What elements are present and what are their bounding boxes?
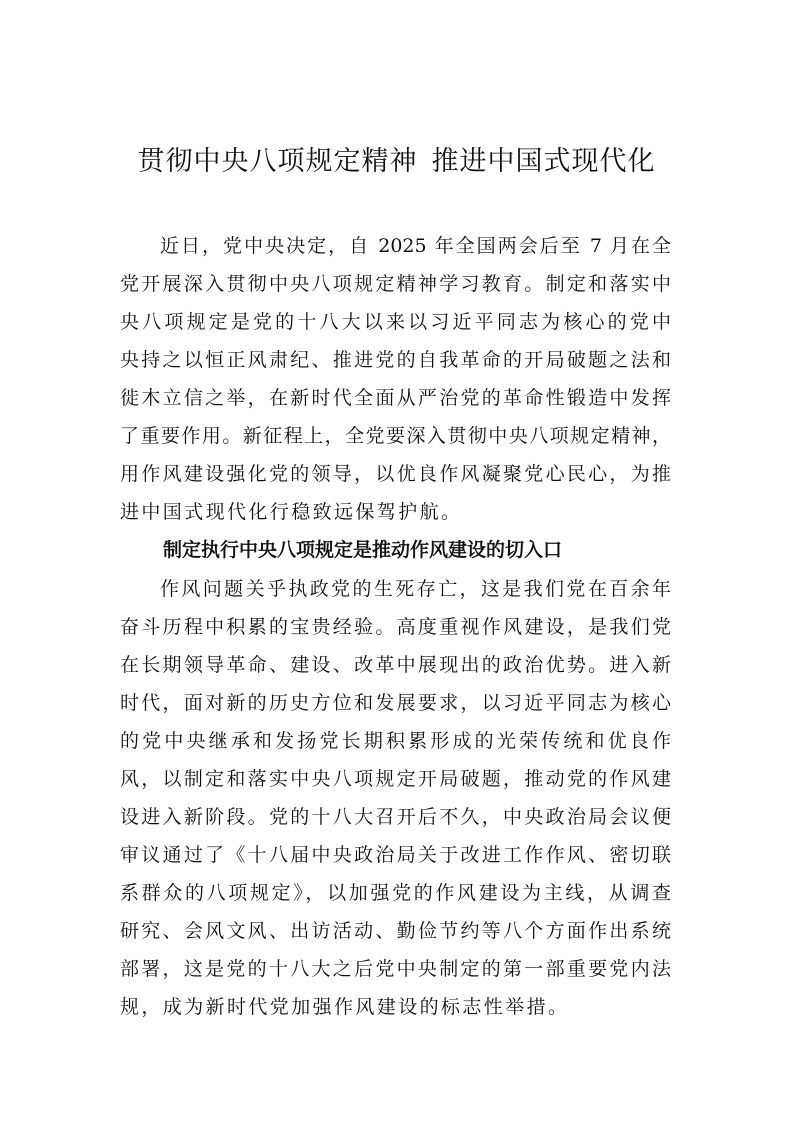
paragraph-2-line-2: 奋斗历程中积累的宝贵经验。高度重视作风建设，是我们党 [120, 616, 671, 638]
title-part-2: 推进中国式现代化 [431, 146, 656, 177]
paragraph-1-line-2: 党开展深入贯彻中央八项规定精神学习教育。制定和落实中 [120, 273, 671, 295]
paragraph-2-line-5: 的党中央继承和发扬党长期积累形成的光荣传统和优良作 [120, 730, 671, 752]
paragraph-1-line-8: 进中国式现代化行稳致远保驾护航。 [120, 501, 463, 523]
paragraph-1-line-4: 央持之以恒正风肃纪、推进党的自我革命的开局破题之法和 [120, 349, 671, 371]
paragraph-2-line-8: 审议通过了《十八届中央政治局关于改进工作作风、密切联 [120, 844, 671, 866]
title-part-1: 贯彻中央八项规定精神 [137, 146, 418, 177]
paragraph-2-line-3: 在长期领导革命、建设、改革中展现出的政治优势。进入新 [120, 654, 671, 676]
paragraph-2-line-7: 设进入新阶段。党的十八大召开后不久，中央政治局会议便 [120, 806, 671, 828]
paragraph-2-line-4: 时代，面对新的历史方位和发展要求，以习近平同志为核心 [120, 692, 671, 714]
paragraph-2-line-11: 部署，这是党的十八大之后党中央制定的第一部重要党内法 [120, 958, 671, 980]
paragraph-2-line-6: 风，以制定和落实中央八项规定开局破题，推动党的作风建 [120, 768, 671, 790]
paragraph-2-line-12: 规，成为新时代党加强作风建设的标志性举措。 [120, 996, 570, 1018]
paragraph-2-line-10: 研究、会风文风、出访活动、勤俭节约等八个方面作出系统 [120, 920, 671, 942]
paragraph-1-line-1: 近日，党中央决定，自 2025 年全国两会后至 7 月在全 [160, 235, 671, 257]
paragraph-1-line-7: 用作风建设强化党的领导，以优良作风凝聚党心民心，为推 [120, 463, 671, 485]
paragraph-1-line-5: 徙木立信之举，在新时代全面从严治党的革命性锻造中发挥 [120, 387, 671, 409]
section-heading: 制定执行中央八项规定是推动作风建设的切入口 [163, 539, 563, 561]
document-title [0, 142, 793, 182]
paragraph-2-line-1: 作风问题关乎执政党的生死存亡，这是我们党在百余年 [160, 578, 671, 600]
paragraph-1-line-3: 央八项规定是党的十八大以来以习近平同志为核心的党中 [120, 311, 671, 333]
paragraph-2-line-9: 系群众的八项规定》，以加强党的作风建设为主线，从调查 [120, 882, 671, 904]
paragraph-1-line-6: 了重要作用。新征程上，全党要深入贯彻中央八项规定精神， [120, 425, 671, 447]
